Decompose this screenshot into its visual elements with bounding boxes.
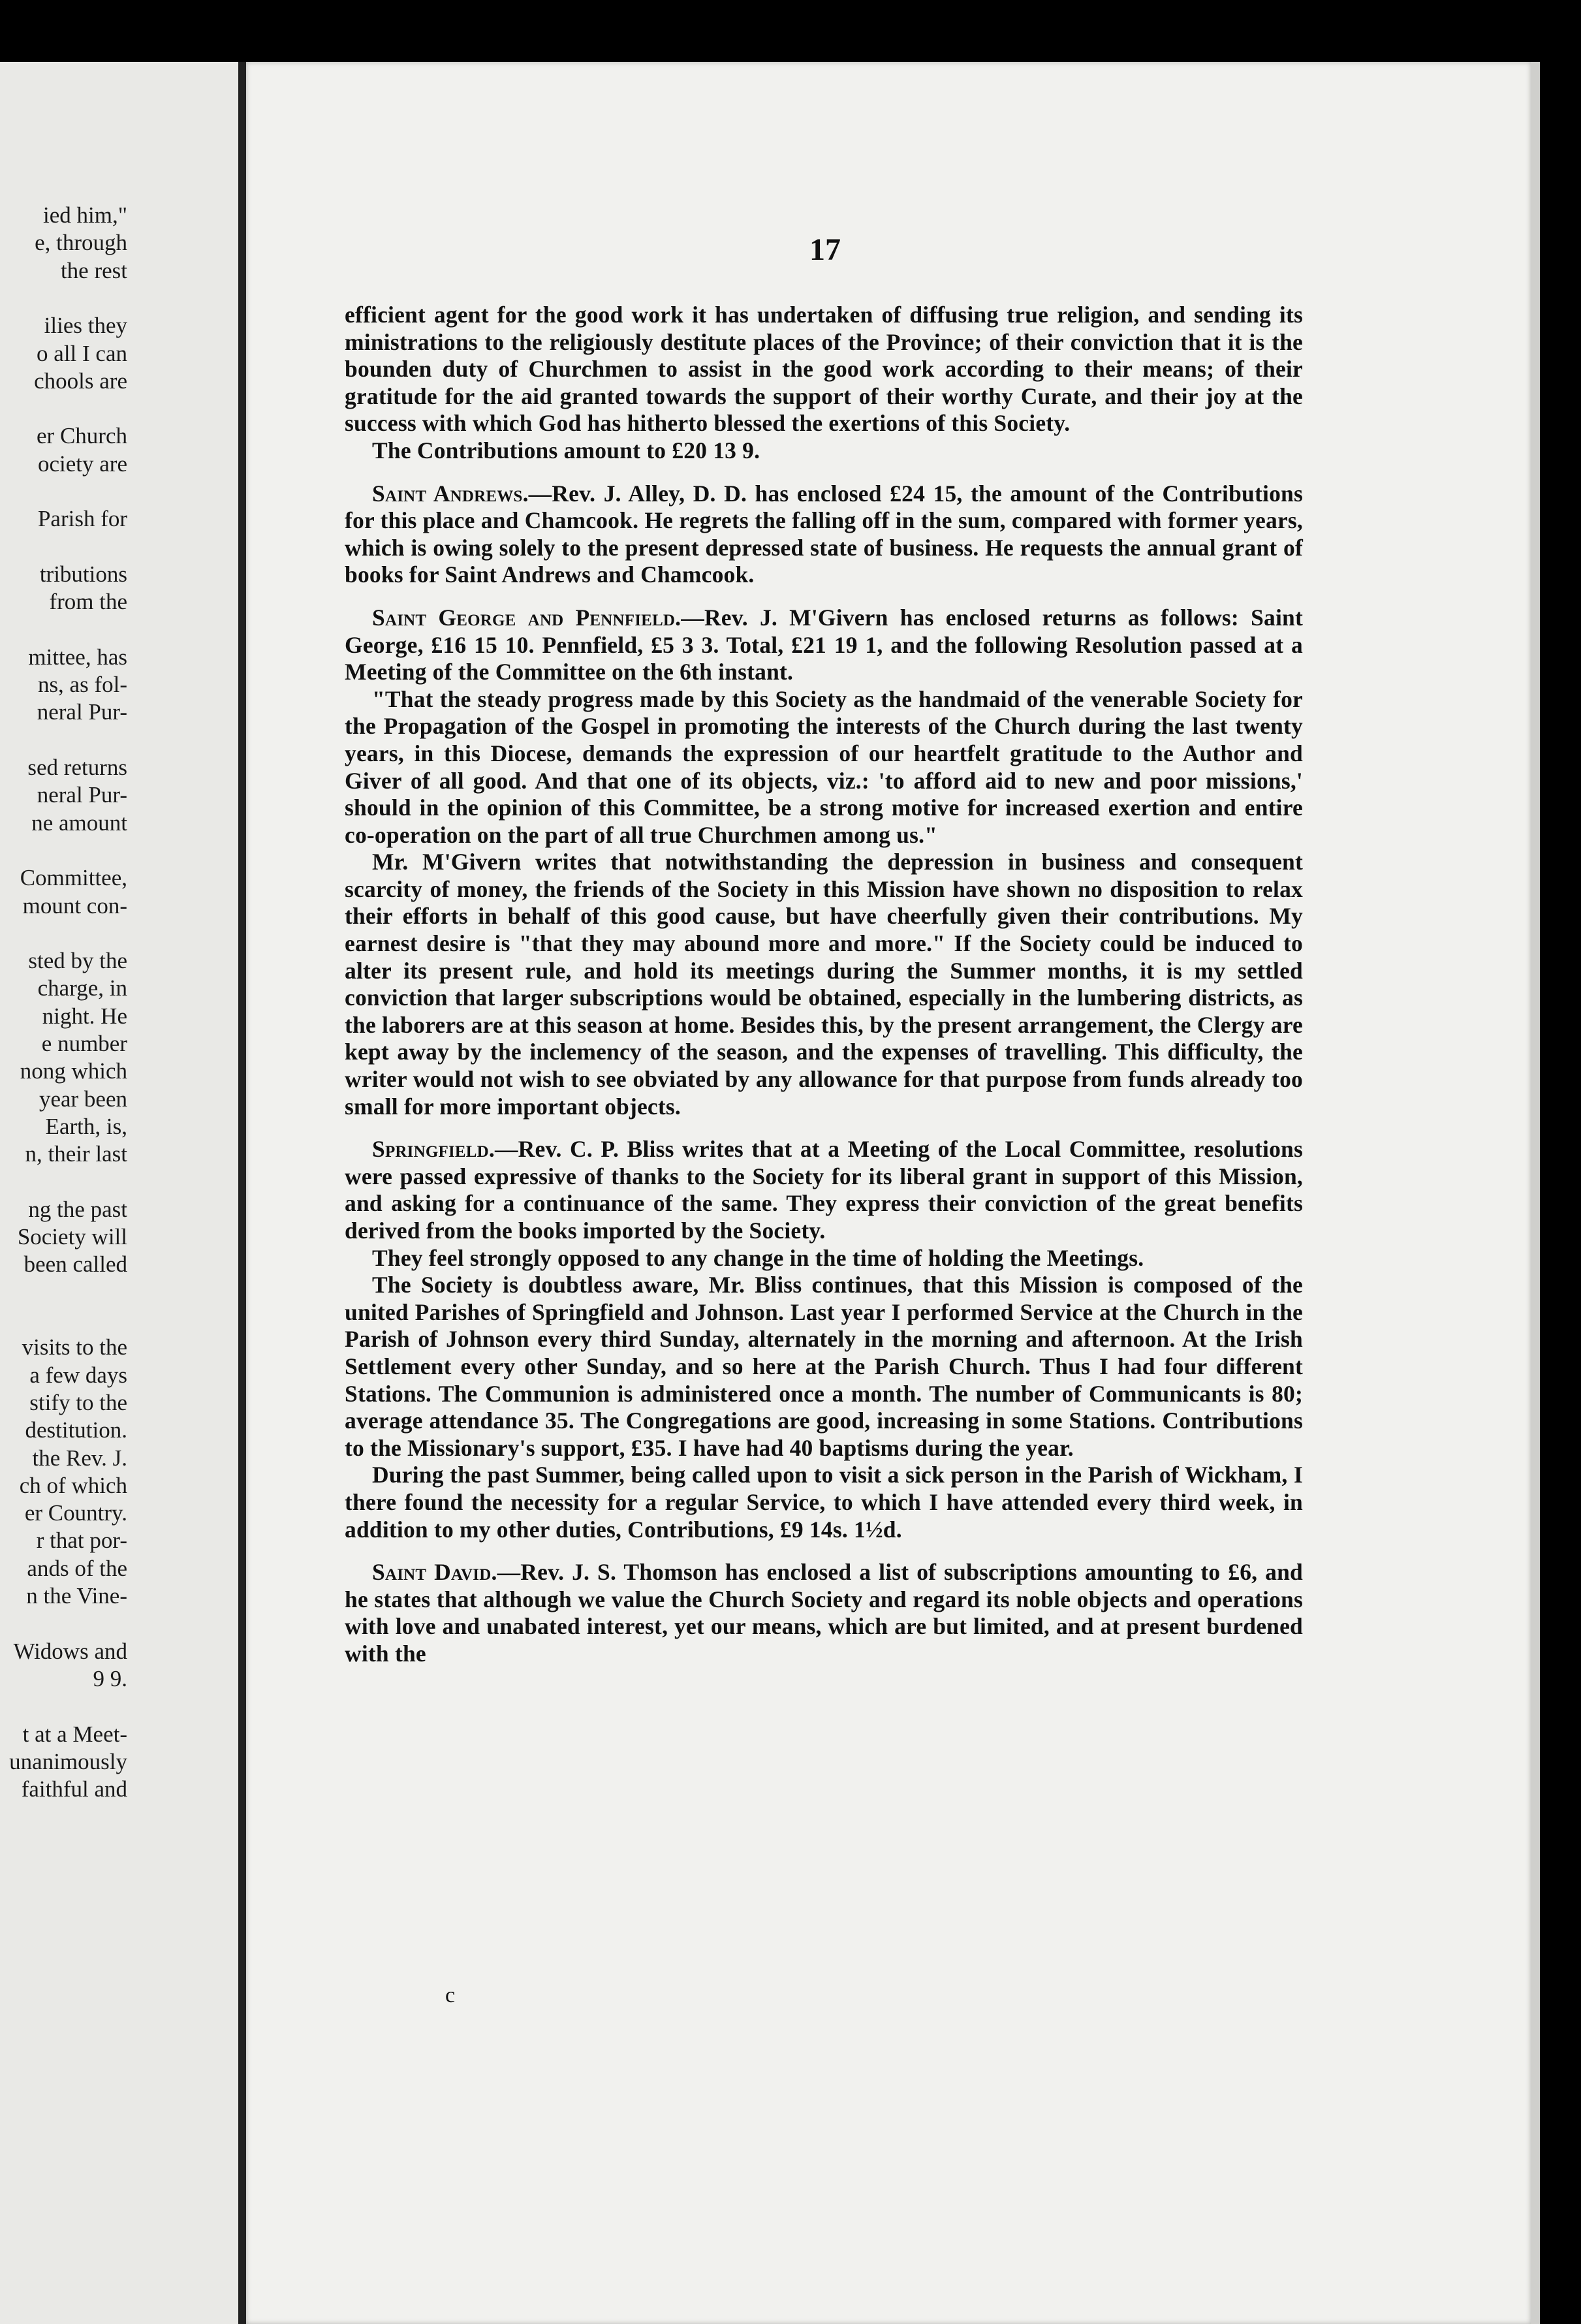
facing-page-line: from the bbox=[49, 589, 127, 615]
paragraph-mgivern-writes: Mr. M'Givern writes that notwithstanding the depression in business and consequent scarcity of money, the friends of the Society in this Mission have shown no disposition to relax their efforts in behalf of this good cause, but have cheerfully given their contributions. My earnest desire is "that they may abound more and more." If the Society could be induced to alter its present rule, and hold its meetings during the Summer months, it is my settled conviction that larger subscriptions would be obtained, especially in the lumbering districts, as the laborers are at this season at home. Besides this, by the present arrangement, the Clergy are kept away by the inclemency of the season, and the expenses of travelling. This difficulty, the writer would not wish to see obviated by any allowance for that purpose from funds already too small for more important objects. bbox=[345, 849, 1303, 1120]
facing-page-line: er Country. bbox=[24, 1500, 127, 1526]
paragraph-saint-david bbox=[345, 1559, 1303, 1667]
facing-page-line: neral Pur- bbox=[37, 699, 127, 725]
paragraph-saint-andrews bbox=[345, 480, 1303, 589]
paragraph-springfield bbox=[345, 1136, 1303, 1244]
section-heading: Springfield. bbox=[372, 1136, 495, 1163]
page-number: 17 bbox=[809, 232, 841, 267]
facing-page-line: sed returns bbox=[27, 755, 127, 780]
paragraph-contributions-total: The Contributions amount to £20 13 9. bbox=[372, 437, 760, 463]
facing-page-line: ne amount bbox=[31, 809, 127, 836]
facing-page-line: n the Vine- bbox=[26, 1583, 127, 1609]
paragraph-meetings-change: They feel strongly opposed to any change in the time of holding the Meetings. bbox=[372, 1244, 1144, 1271]
facing-page-line: ied him," bbox=[43, 202, 127, 228]
facing-page-line: t at a Meet- bbox=[22, 1721, 127, 1747]
paragraph-bliss-continues: The Society is doubtless aware, Mr. Bliss continues, that this Mission is composed of the united Parishes of Springfield and Johnson. Last year I performed Service at the Church in the Parish of Johnson every third Sunday, alternately in the morning and afternoon. At the Irish Settlement every other Sunday, and so here at the Parish Church. Thus I had four different Stations. The Communion is administered once a month. The number of Communicants is 80; average attendance 35. The Congregations are good, increasing in some Stations. Contributions to the Missionary's support, £35. I have had 40 baptisms during the year. bbox=[345, 1272, 1303, 1461]
facing-page-line: Committee, bbox=[20, 865, 127, 891]
facing-page-line: o all I can bbox=[37, 340, 127, 366]
facing-page-line: er Church bbox=[37, 423, 127, 449]
facing-page-line: stify to the bbox=[29, 1389, 127, 1415]
facing-page-line: year been bbox=[39, 1086, 127, 1112]
book-gutter bbox=[238, 62, 246, 2324]
section-heading: Saint David. bbox=[372, 1559, 497, 1586]
facing-page-line: ilies they bbox=[44, 313, 127, 339]
facing-page-line: a few days bbox=[29, 1362, 127, 1388]
facing-page-line: mittee, has bbox=[28, 644, 127, 670]
facing-page-line: n, their last bbox=[25, 1141, 127, 1167]
facing-page-line: charge, in bbox=[37, 975, 127, 1001]
facing-page-line: the Rev. J. bbox=[32, 1445, 127, 1471]
facing-page-line: ns, as fol- bbox=[37, 672, 127, 698]
facing-page-line: unanimously bbox=[9, 1748, 127, 1774]
facing-page-line: Widows and bbox=[13, 1638, 127, 1664]
section-heading: Saint Andrews. bbox=[372, 480, 529, 507]
facing-page-line: neral Pur- bbox=[37, 782, 127, 808]
facing-page-line: ch of which bbox=[19, 1472, 127, 1498]
facing-page-line: Society will bbox=[17, 1224, 127, 1250]
section-text: —Rev. J. Alley, D. D. has enclosed £24 15, the amount of the Contributions for this place and Chamcook. He regrets the falling off in the sum, compared with former years, which is owing solely to the present depressed state of business. He requests the annual grant of books for Saint Andrews and Chamcook. bbox=[345, 480, 1303, 588]
facing-page-line: e, through bbox=[35, 230, 127, 256]
facing-page-line: ands of the bbox=[27, 1555, 127, 1581]
body-text bbox=[345, 302, 1303, 1668]
facing-page-line: r that por- bbox=[36, 1528, 127, 1554]
facing-page-line: nong which bbox=[20, 1058, 127, 1084]
facing-page-line: e number bbox=[41, 1031, 127, 1056]
paragraph-saint-george bbox=[345, 605, 1303, 686]
section-text: —Rev. C. P. Bliss writes that at a Meeting of the Local Committee, resolutions were passed expressive of thanks to the Society for its liberal grant in support of this Mission, and asking for a continuance of the same. They express their conviction of the great benefits derived from the books imported by the Society. bbox=[345, 1136, 1303, 1244]
facing-page-line: destitution. bbox=[25, 1417, 127, 1443]
section-text: —Rev. J. S. Thomson has enclosed a list of subscriptions amounting to £6, and he states that although we value the Church Society and regard its noble objects and operations with love and unabated interest, yet our means, which are but limited, and at present burdened with the bbox=[345, 1559, 1303, 1667]
facing-page-line: chools are bbox=[34, 368, 127, 394]
facing-page-line: faithful and bbox=[21, 1776, 127, 1802]
paragraph-efficient-agent: efficient agent for the good work it has undertaken of diffusing true religion, and sending its ministrations to the religiously destitute places of the Province; of their conviction that it is the bounden duty of Churchmen to assist in the good work according to their means; of their gratitude for the aid granted towards the support of their worthy Curate, and their joy at the success with which God has hitherto blessed the exertions of this Society. bbox=[345, 302, 1303, 437]
section-heading: Saint George and Pennfield. bbox=[372, 604, 681, 631]
page-edge bbox=[1531, 62, 1540, 2324]
facing-page-line: 9 9. bbox=[93, 1665, 127, 1691]
facing-page-line: the rest bbox=[60, 257, 127, 283]
facing-page-line: sted by the bbox=[28, 948, 127, 974]
facing-page-fragment bbox=[0, 62, 238, 2324]
facing-page-line: been called bbox=[23, 1251, 127, 1278]
facing-page-line: mount con- bbox=[22, 892, 127, 919]
facing-page-line: visits to the bbox=[22, 1334, 127, 1360]
facing-page-line: ociety are bbox=[38, 450, 127, 477]
section-text: —Rev. J. M'Givern has enclosed returns as follows: Saint George, £16 15 10. Pennfield, £5 3 3. Total, £21 19 1, and the following Resolution passed at a Meeting of the Committee on the 6th instant. bbox=[345, 604, 1303, 685]
paragraph-wickham: During the past Summer, being called upon to visit a sick person in the Parish of Wickham, I there found the necessity for a regular Service, to which I have attended every third week, in addition to my other duties, Contributions, £9 14s. 1½d. bbox=[345, 1462, 1303, 1543]
facing-page-line: ng the past bbox=[28, 1196, 127, 1222]
signature-mark: c bbox=[445, 1983, 456, 2007]
facing-page-line: Parish for bbox=[37, 506, 127, 532]
facing-page-line: tributions bbox=[39, 561, 127, 587]
paragraph-resolution-quote: "That the steady progress made by this Society as the handmaid of the venerable Society for the Propagation of the Gospel in promoting the interests of the Church during the last twenty years, in this Diocese, demands the expression of our heartfelt gratitude to the Author and Giver of all good. And that one of its objects, viz.: 'to afford aid to new and poor missions,' should in the opinion of this Committee, be a strong motive for increased exertion and entire co-operation on the part of all true Churchmen among us." bbox=[345, 685, 1303, 848]
facing-page-line: night. He bbox=[42, 1003, 127, 1029]
facing-page-line: Earth, is, bbox=[45, 1113, 127, 1139]
